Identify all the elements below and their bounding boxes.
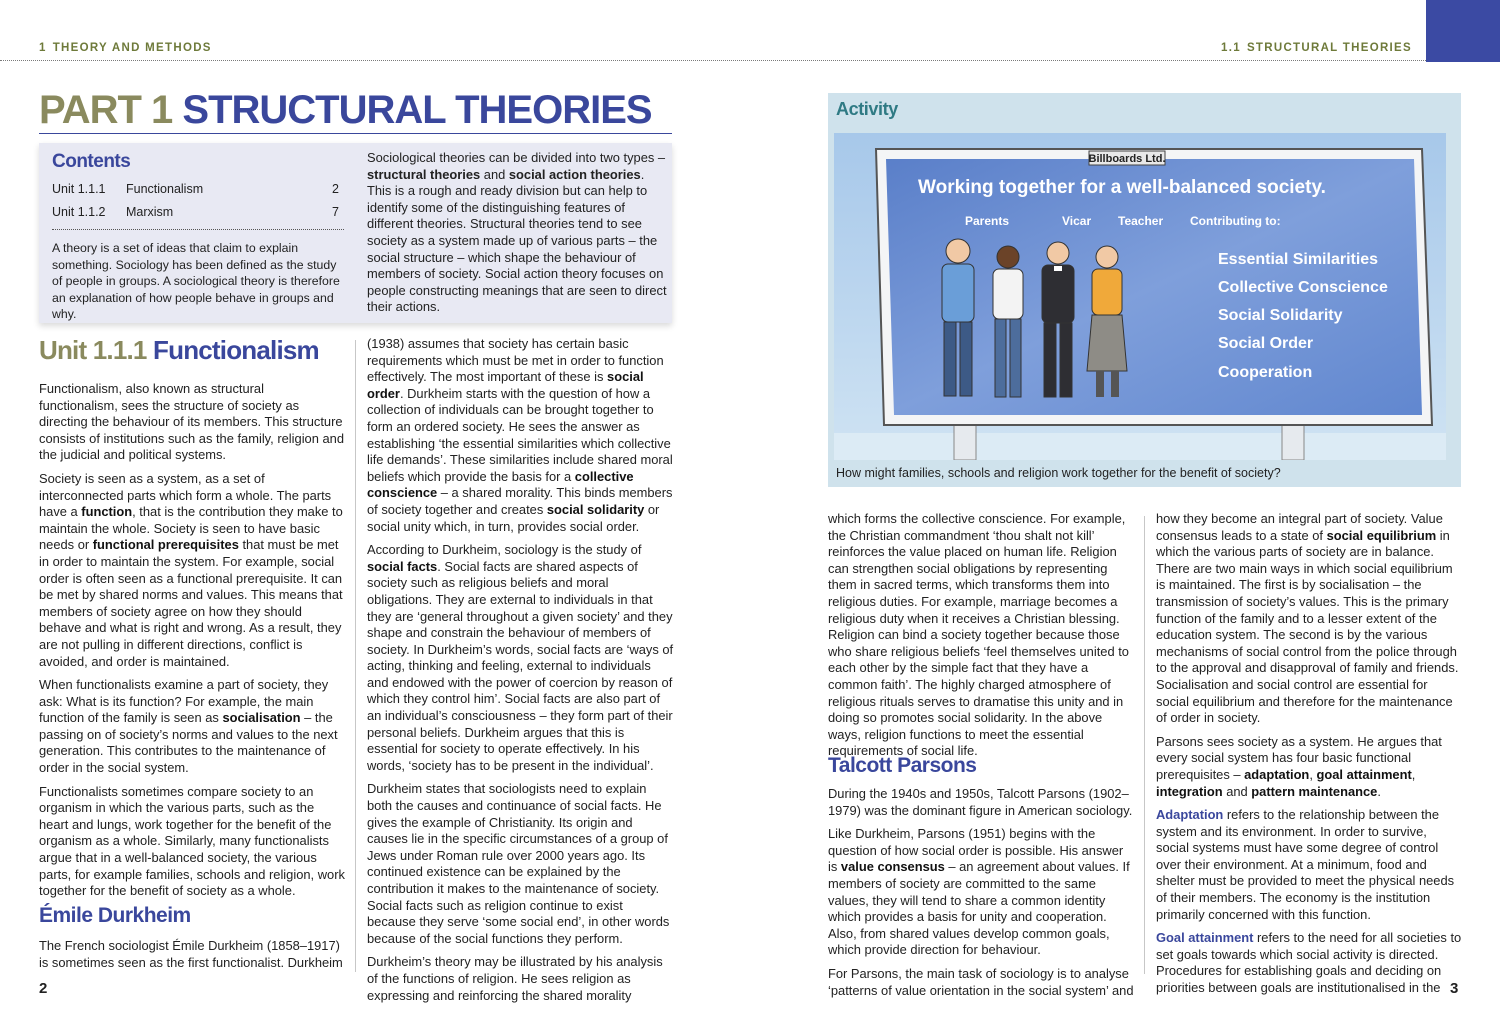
activity-caption: How might families, schools and religion work together for the benefit of society? bbox=[836, 466, 1281, 480]
billboard-brand: Billboards Ltd. bbox=[1088, 153, 1166, 165]
column-divider bbox=[355, 340, 356, 972]
contents-name: Functionalism bbox=[126, 182, 204, 196]
part-name: STRUCTURAL THEORIES bbox=[182, 88, 652, 132]
paragraph: Society is seen as a system, as a set of interconnected parts which form a whole. The parts have a function, that is the contribution they make to maintain the whole. Society is seen to have basic needs or functional prerequisites that must be met in order to maintain the system. For example, social order is often seen as a functional prerequisite. It can be met by shared norms and values. This means that members of society agree on how they should behave and what is right and wrong. As a result, they are not pulling in different directions, conflict is avoided, and order is maintained. bbox=[39, 470, 343, 669]
column-1 bbox=[39, 381, 346, 907]
column-1-end bbox=[39, 938, 346, 978]
paragraph: which forms the collective conscience. For example, the Christian commandment ‘thou shalt not kill’ reinforces the value placed on human life. Religion can strengthen social obligations by representing them in sacred terms, which transforms them into religious duties. For example, marriage becomes a religious duty when it receives a Christian blessing. Religion can bind a society together because those who share religious beliefs ‘feel themselves united to each other by the simple fact that they have a common faith’. The highly charged atmosphere of religious rituals serves to dramatise this unity and in doing so promotes social solidarity. In the above ways, religion functions to meet the essential requirements of social life. bbox=[828, 511, 1129, 759]
column-2 bbox=[367, 336, 674, 1011]
paragraph: Adaptation refers to the relationship between the system and its environment. In order to survive, social systems must have some degree of control over their environment. At a minimum, food and shelter must be provided to meet the physical needs of their members. The economy is the institution primarily concerned with this function. bbox=[1156, 807, 1455, 922]
paragraph: (1938) assumes that society has certain basic requirements which must be met in order to function effectively. The most important of these is social order. Durkheim starts with the question of how a collection of individuals can be brought together to form an ordered society. He sees the answer as establishing ‘the essential similarities which collective life demands’. These similarities include shared moral beliefs which provide the basis for a collective conscience – a shared morality. This binds members of society together and creates social solidarity or social unity which, in turn, provides social order. bbox=[367, 336, 673, 534]
activity-title: Activity bbox=[836, 99, 898, 119]
page-number-left: 2 bbox=[39, 980, 48, 997]
paragraph: Goal attainment refers to the need for all societies to set goals towards which social activity is directed. Procedures for establishing goals and deciding on priorities between goals are institutionalised in the bbox=[1156, 930, 1462, 996]
unit-name: Functionalism bbox=[153, 335, 319, 365]
page-title bbox=[39, 88, 652, 133]
contents-unit: Unit 1.1.1 bbox=[52, 182, 106, 196]
contents-name: Marxism bbox=[126, 205, 174, 219]
role-label: Vicar bbox=[1062, 214, 1092, 228]
theory-definition: A theory is a set of ideas that claim to explain something. Sociology has been defined as the study of people in groups. A sociological theory is therefore an explanation of how people behave in groups and why. bbox=[52, 241, 340, 321]
chapter-number: 1 bbox=[39, 42, 47, 54]
value-item: Social Order bbox=[1218, 335, 1314, 352]
paragraph: During the 1940s and 1950s, Talcott Parsons (1902–1979) was the dominant figure in American sociology. bbox=[828, 786, 1133, 818]
contents-page: 7 bbox=[332, 205, 339, 219]
part-label: PART 1 bbox=[39, 88, 173, 132]
column-3 bbox=[828, 511, 1134, 767]
paragraph: how they become an integral part of society. Value consensus leads to a state of social equilibrium in which the various parts of society are in balance. There are two main ways in which social equilibrium is maintained. The first is by socialisation – the transmission of society’s values. This is the primary function of the family and to a lesser extent of the education system. The second is by the various mechanisms of social control from the police through to the approval and disapproval of family and friends. Socialisation and social control are essential for social equilibrium and therefore for the maintenance of order in society. bbox=[1156, 511, 1459, 726]
role-label: Parents bbox=[965, 214, 1010, 228]
billboard-illustration bbox=[834, 133, 1446, 460]
role-label: Teacher bbox=[1118, 214, 1164, 228]
paragraph: Durkheim states that sociologists need to explain both the causes and continuance of social facts. He gives the example of Christianity. Its origin and causes lie in the specific circumstances of a group of Jews under Roman rule over 2000 years ago. Its continued existence can be explained by the contribution it makes to the maintenance of society. Social facts such as religion continue to exist because they serve ‘some social end’, in other words because of the social functions they perform. bbox=[367, 781, 670, 946]
section-number: 1.1 bbox=[1221, 42, 1241, 54]
running-header-right bbox=[1221, 42, 1412, 54]
column-divider bbox=[1144, 516, 1145, 974]
value-item: Social Solidarity bbox=[1218, 307, 1343, 324]
paragraph: Durkheim’s theory may be illustrated by his analysis of the functions of religion. He sees religion as expressing and reinforcing the shared morality bbox=[367, 954, 663, 1003]
paragraph: Functionalism, also known as structural functionalism, sees the structure of society as directing the behaviour of its members. This structure consists of institutions such as the family, religion and the judicial and political systems. bbox=[39, 381, 344, 463]
paragraph: For Parsons, the main task of sociology is to analyse ‘patterns of value orientation in the social system’ and bbox=[828, 965, 1134, 998]
value-item: Cooperation bbox=[1218, 364, 1313, 381]
paragraph: Functionalists sometimes compare society to an organism in which the various parts, such as the heart and lungs, work together for the benefit of the organism as a whole. Similarly, many functionalists argue that in a well-balanced society, the various parts, for example families, schools and religion, work together for the benefit of society as a whole. bbox=[39, 783, 345, 899]
unit-label: Unit 1.1.1 bbox=[39, 335, 147, 365]
contents-row[interactable] bbox=[52, 182, 339, 196]
paragraph: Like Durkheim, Parsons (1951) begins with the question of how social order is possible. His answer is value consensus – an agreement about values. If members of society are committed to the same values, they will tend to share a common identity which provides a basis for unity and cooperation. Also, from shared values develop common goals, which provide direction for behaviour. bbox=[828, 826, 1130, 958]
intro-text: Sociological theories can be divided into two types – structural theories and social action theories. This is a rough and ready division but can help to identify some of the distinguishing features of different theories. Structural theories tend to see society as a system made up of various parts – the social structure – which shape the behaviour of members of society. Social action theory focuses on people constructing meanings that are seen to direct their actions. bbox=[367, 150, 667, 315]
corner-tab bbox=[1426, 0, 1500, 62]
parsons-heading: Talcott Parsons bbox=[828, 754, 977, 777]
paragraph: When functionalists examine a part of society, they ask: What is its function? For example, the main function of the family is seen as socialisation – the passing on of society’s norms and values to the next generation. This contributes to the maintenance of order in the social system. bbox=[39, 677, 338, 776]
billboard-headline: Working together for a well-balanced society. bbox=[918, 177, 1326, 198]
role-label: Contributing to: bbox=[1190, 214, 1281, 228]
paragraph: The French sociologist Émile Durkheim (1858–1917) is sometimes seen as the first functionalist. Durkheim bbox=[39, 938, 343, 970]
unit-heading bbox=[39, 335, 319, 366]
contents-page: 2 bbox=[332, 182, 339, 196]
ground bbox=[834, 433, 1446, 460]
durkheim-heading: Émile Durkheim bbox=[39, 904, 191, 927]
column-4 bbox=[1156, 511, 1462, 1004]
contents-heading: Contents bbox=[52, 151, 131, 172]
contents-unit: Unit 1.1.2 bbox=[52, 205, 106, 219]
value-item: Collective Conscience bbox=[1218, 279, 1388, 296]
title-rule bbox=[39, 133, 672, 134]
contents-row[interactable] bbox=[52, 205, 339, 219]
contents-dotted-rule bbox=[52, 229, 344, 230]
chapter-title: THEORY AND METHODS bbox=[52, 42, 212, 54]
header-dotted-rule bbox=[0, 60, 1426, 61]
paragraph: Parsons sees society as a system. He argues that every social system has four basic functional prerequisites – adaptation, goal attainment, integration and pattern maintenance. bbox=[1156, 733, 1442, 799]
page-number-right: 3 bbox=[1450, 980, 1459, 997]
column-3-cont bbox=[828, 786, 1134, 1006]
value-item: Essential Similarities bbox=[1218, 251, 1379, 268]
running-header-left bbox=[39, 42, 212, 54]
paragraph: According to Durkheim, sociology is the study of social facts. Social facts are shared aspects of society such as religious beliefs and moral obligations. They are external to individuals in that they are ‘general throughout a given society’ and they shape and constrain the behaviour of members of society. In Durkheim’s words, social facts are ‘ways of acting, thinking and feeling, external to individuals and endowed with the power of coercion by reason of which they control him’. Social facts are also part of an individual’s consciousness – they form part of their personal beliefs. Durkheim argues that this is essential for society to operate effectively. In his words, ‘society has to be present in the individual’. bbox=[367, 542, 674, 773]
section-title: STRUCTURAL THEORIES bbox=[1246, 42, 1412, 54]
